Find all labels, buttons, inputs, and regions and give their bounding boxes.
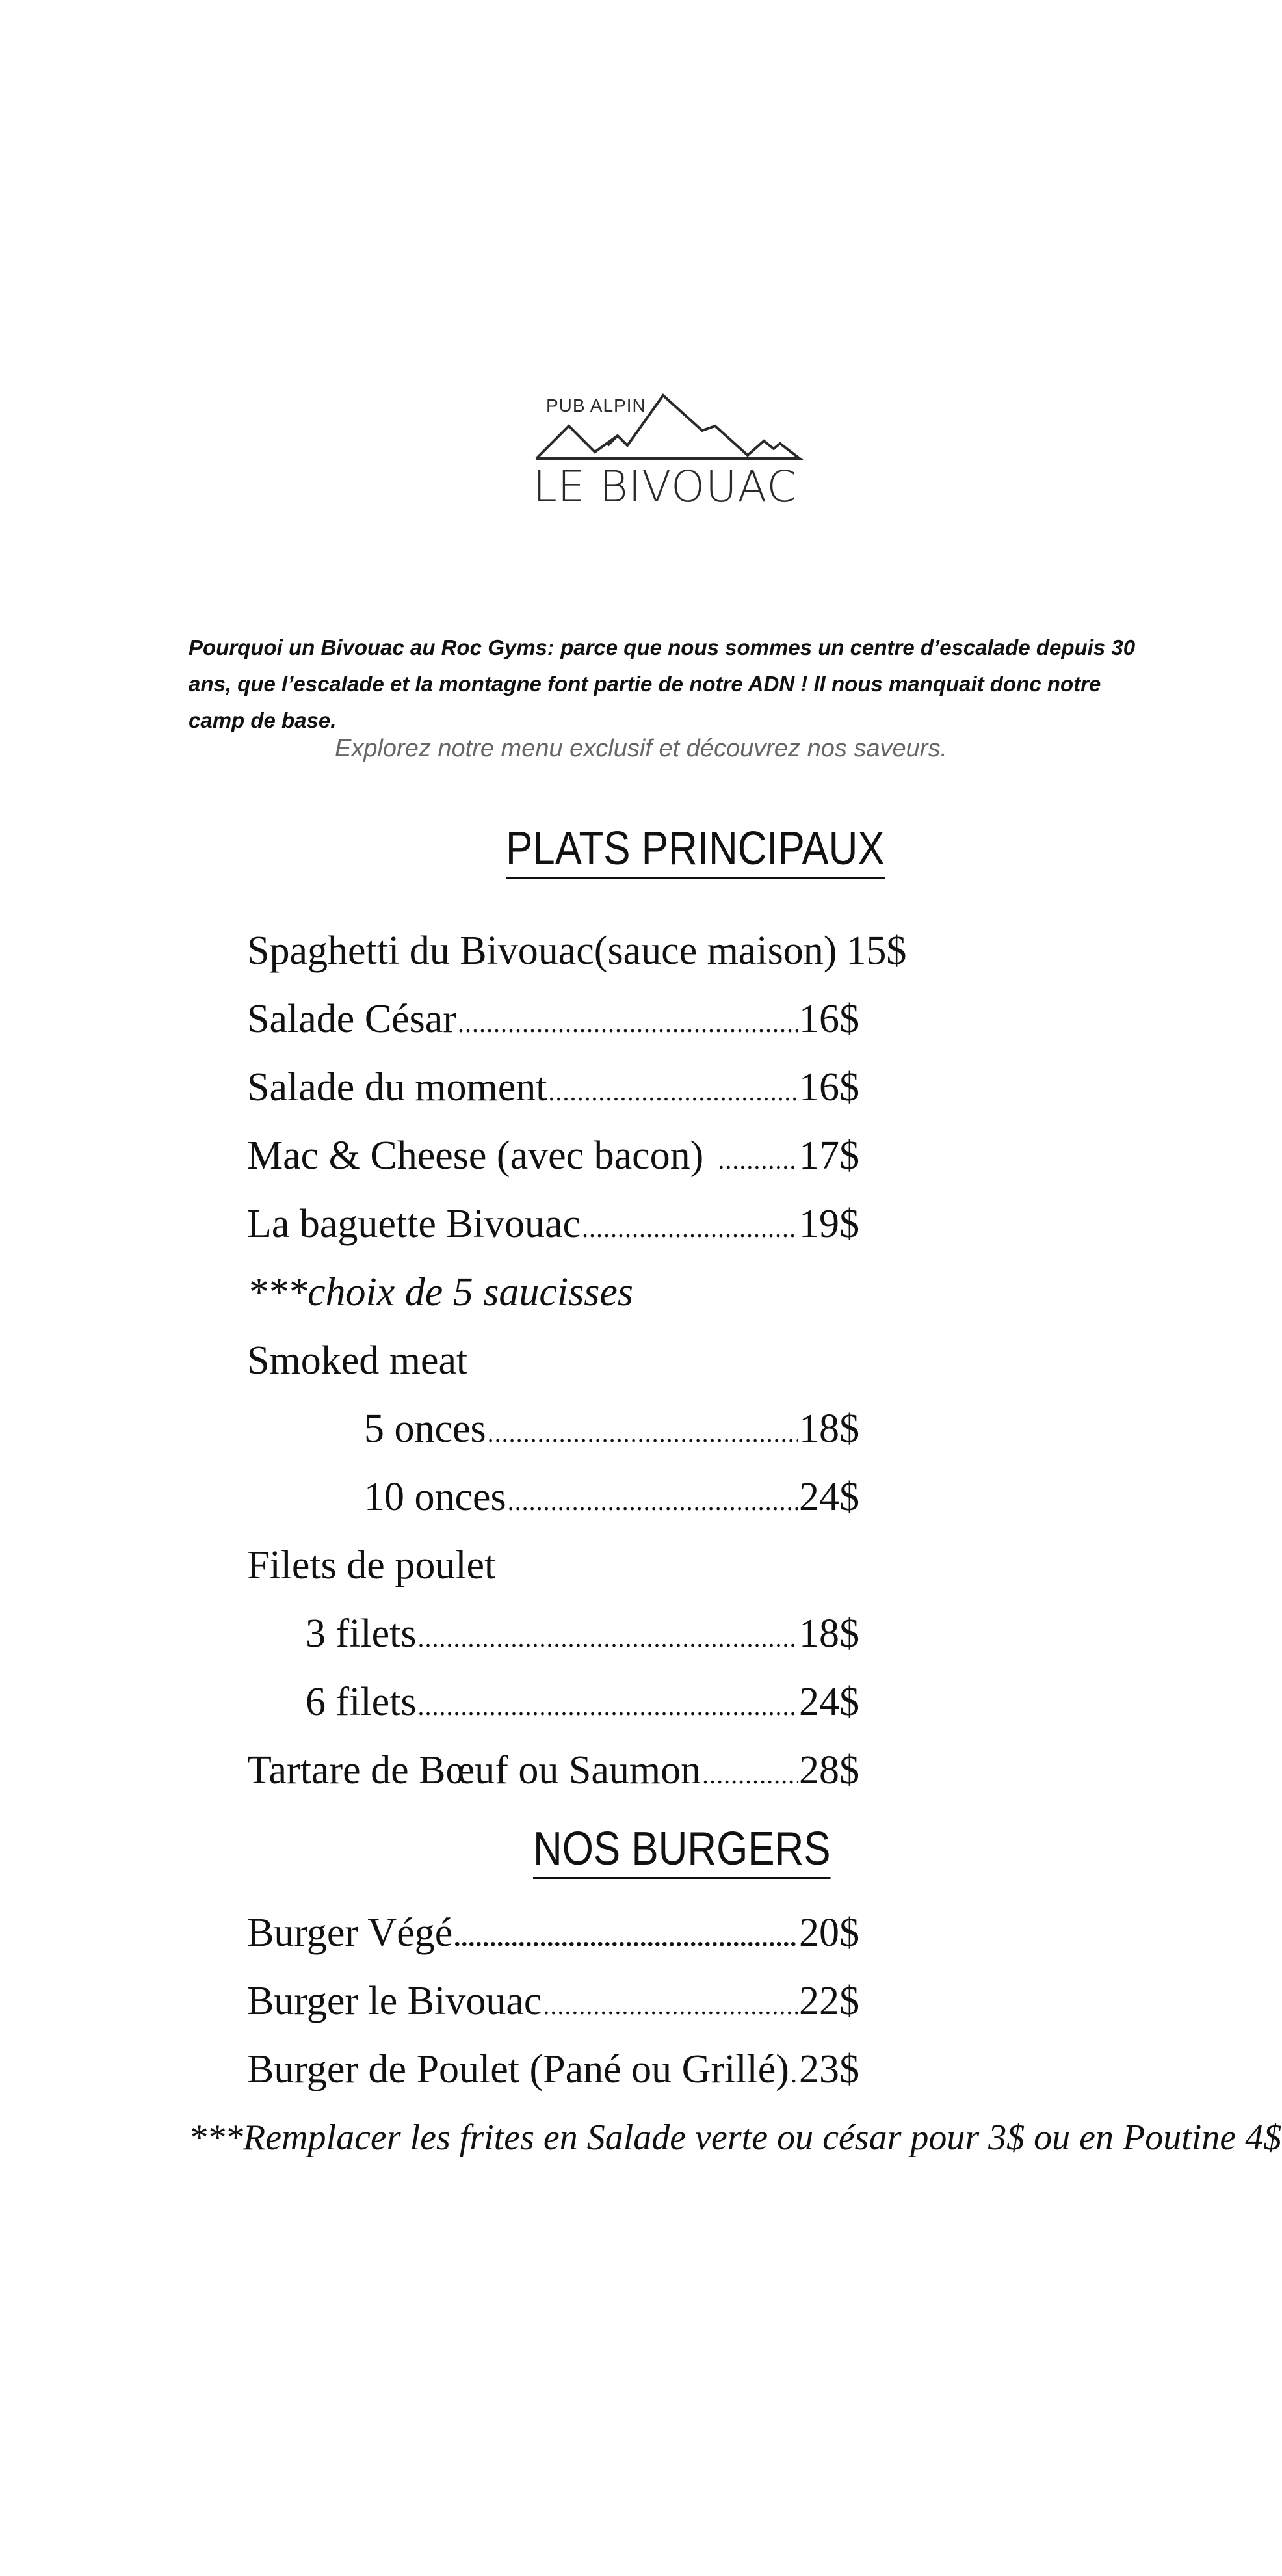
item-name: 5 onces: [364, 1407, 486, 1451]
item-price: 16$: [799, 997, 859, 1041]
item-name: Spaghetti du Bivouac(sauce maison): [247, 929, 837, 973]
logo: [533, 390, 806, 520]
menu-item: [247, 927, 907, 975]
leader-dots: [508, 1478, 798, 1526]
item-price: 24$: [799, 1475, 859, 1519]
menu-item: [247, 1063, 859, 1116]
leader-dots: [718, 1136, 798, 1184]
leader-dots: [458, 1000, 798, 1048]
menu-item: [306, 1610, 859, 1662]
menu-item: [247, 2045, 859, 2098]
saucisses-note: ***choix de 5 saucisses: [247, 1270, 634, 1314]
menu-item: [364, 1473, 859, 1526]
item-name: Burger le Bivouac: [247, 1979, 542, 2023]
item-name: Burger de Poulet (Pané ou Grillé): [247, 2047, 789, 2091]
item-name: 3 filets: [306, 1612, 417, 1656]
item-name: La baguette Bivouac: [247, 1202, 581, 1246]
leader-dots: [702, 1751, 798, 1799]
leader-dots: [582, 1204, 798, 1253]
menu-item: [247, 1909, 859, 1961]
item-name: 10 onces: [364, 1475, 506, 1519]
leader-dots: [454, 1913, 798, 1961]
item-name: Salade du moment: [247, 1065, 547, 1109]
smoked-meat-label: [247, 1336, 467, 1385]
item-price: 18$: [799, 1612, 859, 1656]
section-title-plats: PLATS PRINCIPAUX: [506, 821, 885, 879]
menu-item: [247, 1200, 859, 1253]
item-price: 28$: [799, 1748, 859, 1792]
leader-dots: [548, 1068, 798, 1116]
filets-label: [247, 1541, 495, 1589]
menu-item: [247, 1977, 859, 2030]
explore-text: Explorez notre menu exclusif et découvrez nos saveurs.: [334, 735, 948, 762]
item-price: 18$: [799, 1407, 859, 1451]
leader-dots: [488, 1409, 798, 1457]
menu-item: [247, 1132, 859, 1184]
menu-item: [364, 1405, 859, 1457]
menu-item: [306, 1678, 859, 1731]
logo-subtitle: PUB ALPIN: [546, 395, 646, 416]
item-name: Mac & Cheese (avec bacon): [247, 1134, 704, 1178]
item-price: 17$: [799, 1134, 859, 1178]
item-price: 19$: [799, 1202, 859, 1246]
item-name: Tartare de Bœuf ou Saumon: [247, 1748, 701, 1792]
item-price: 23$: [799, 2047, 859, 2091]
item-name: Smoked meat: [247, 1338, 468, 1383]
intro-text: Pourquoi un Bivouac au Roc Gyms: parce que nous sommes un centre d’escalade depuis 30 ans, que l’escalade et la montagne font partie de notre ADN ! Il nous manquait donc notre camp de base.: [189, 635, 1136, 732]
leader-dots: [791, 2050, 798, 2098]
item-name: 6 filets: [306, 1680, 417, 1724]
menu-item: [247, 1746, 859, 1799]
item-price: 20$: [799, 1911, 859, 1955]
burgers-note: ***Remplacer les frites en Salade verte ou césar pour 3$ ou en Poutine 4$: [189, 2118, 1282, 2158]
menu-item: [247, 995, 859, 1048]
item-price: 15$: [846, 929, 907, 973]
item-price: 22$: [799, 1979, 859, 2023]
item-name: Salade César: [247, 997, 456, 1041]
section-title-burgers: NOS BURGERS: [533, 1821, 831, 1879]
item-price: 24$: [799, 1680, 859, 1724]
item-name: Filets de poulet: [247, 1543, 496, 1587]
item-price: 16$: [799, 1065, 859, 1109]
item-name: Burger Végé: [247, 1911, 453, 1955]
leader-dots: [417, 1614, 798, 1662]
leader-dots: [543, 1982, 798, 2030]
logo-title: LE BIVOUAC: [533, 462, 798, 512]
leader-dots: [417, 1682, 798, 1731]
